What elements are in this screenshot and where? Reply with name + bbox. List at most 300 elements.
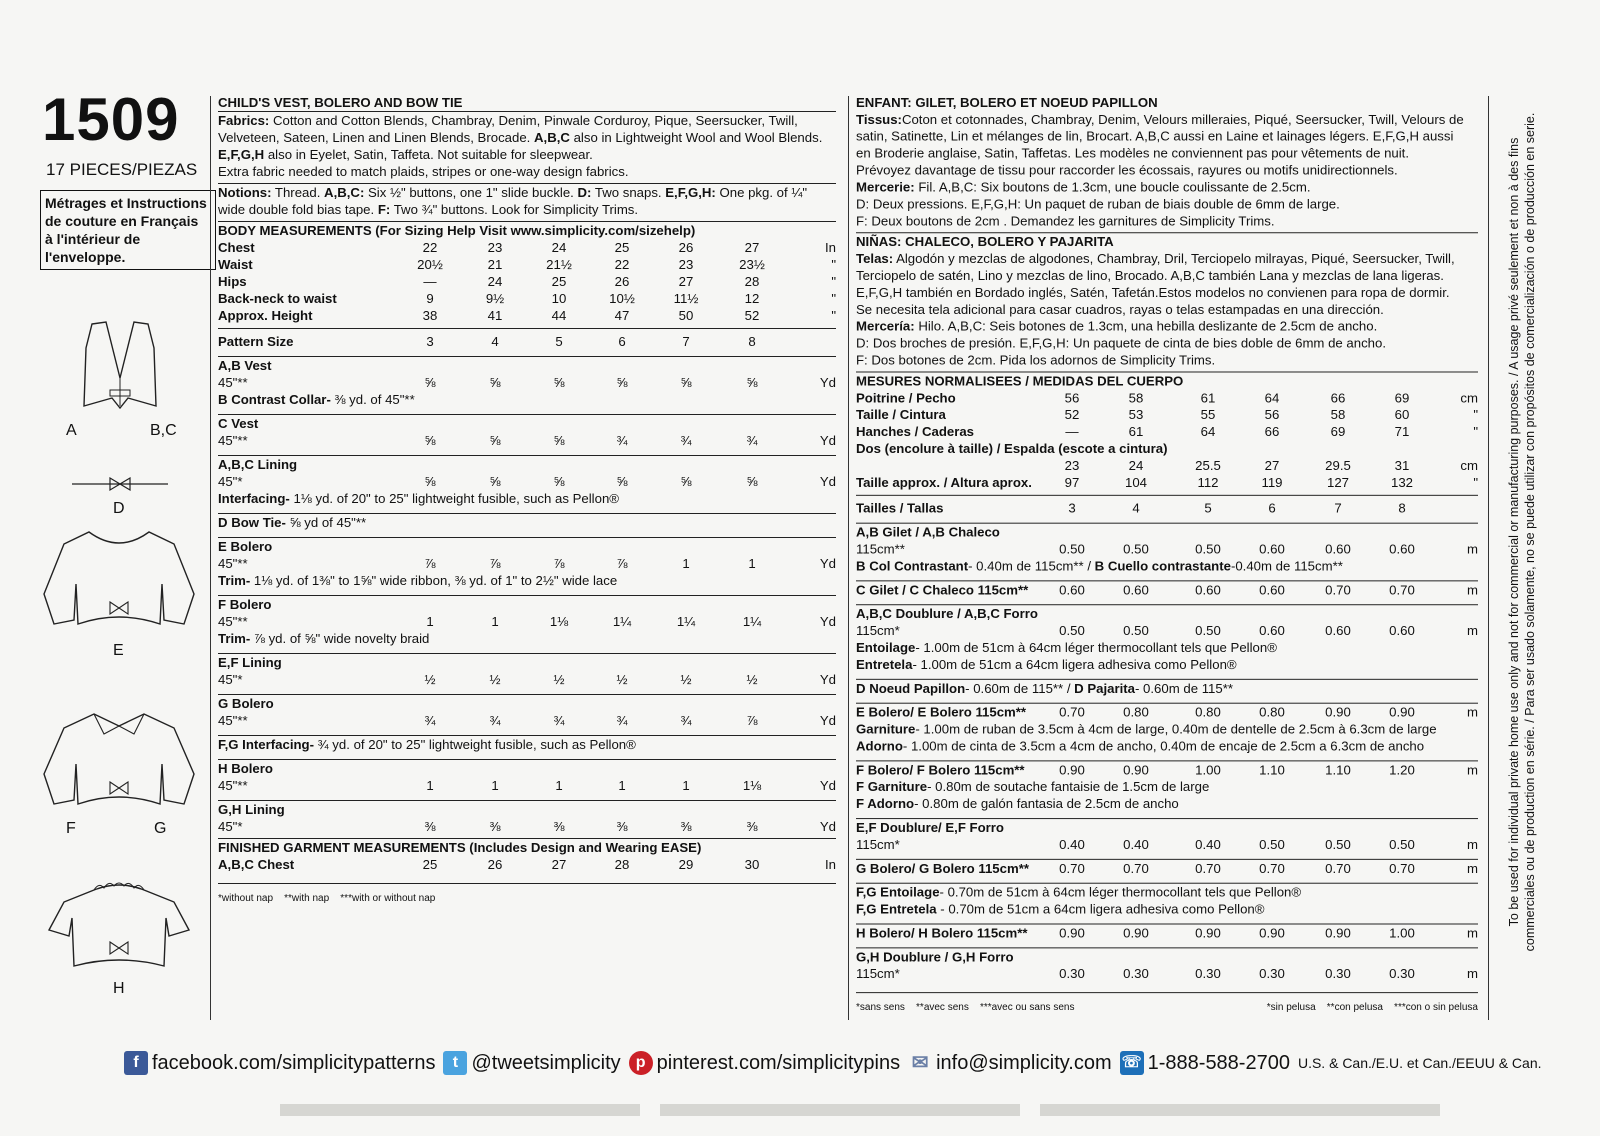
fr-body-row	[856, 406, 1478, 423]
size-value: 1	[748, 556, 756, 571]
bottom-strip	[660, 1104, 1020, 1116]
section-title: G,H Lining	[218, 802, 285, 817]
note-label: B Col Contrastant	[856, 558, 969, 574]
unit: Yd	[819, 778, 836, 793]
size-value: 0.50	[1325, 836, 1351, 852]
size-value: 64	[1200, 424, 1216, 440]
fr-footnote: *sans sens **avec sens ***avec ou sans sens	[856, 1002, 1075, 1014]
unit: "	[831, 308, 836, 323]
pinterest-link[interactable]: pinterest.com/simplicitypins	[656, 1051, 901, 1074]
size-value: 112	[1197, 474, 1219, 490]
size-value: 5	[1204, 500, 1212, 516]
unit: m	[1467, 836, 1478, 852]
size-value: 1⅛	[549, 614, 569, 629]
yardage-section	[218, 352, 836, 408]
fabrics-paragraph	[218, 112, 836, 180]
bolero-fg-sketch-icon	[34, 704, 204, 820]
size-value: 0.80	[1195, 704, 1221, 720]
section-note	[856, 680, 1478, 697]
size-value: 1	[491, 614, 499, 629]
section-note	[218, 490, 836, 507]
size-value: 0.90	[1059, 925, 1085, 941]
note-text: - 1.00m de 51cm a 64cm ligera adhesiva como Pellon®	[912, 656, 1237, 672]
size-value: 0.60	[1123, 582, 1149, 598]
row-label: A,B,C Chest	[218, 857, 295, 872]
merceria-line: Hilo. A,B,C: Seis botones de 1.3cm, una hebilla deslizante de 2.5cm de ancho.	[918, 318, 1378, 334]
note-label: Adorno	[856, 738, 903, 754]
size-value: 104	[1124, 474, 1147, 490]
size-value: ⅝	[553, 474, 565, 489]
size-value: 1	[491, 778, 499, 793]
unit: In	[825, 240, 836, 255]
size-value: 0.60	[1259, 623, 1285, 639]
section-note	[856, 738, 1478, 755]
note-label: F,G Interfacing-	[218, 737, 314, 752]
size-value: 0.60	[1389, 623, 1415, 639]
spanish-title: NIÑAS: CHALECO, BOLERO Y PAJARITA	[856, 234, 1114, 250]
size-value: 60	[1394, 407, 1410, 423]
row-label: C Gilet / C Chaleco 115cm**	[856, 582, 1029, 598]
divider-left	[210, 96, 211, 1020]
french-note-line: l'enveloppe.	[45, 249, 126, 265]
sketch-label-h: H	[113, 980, 125, 997]
note-text: 1⅛ yd. of 1⅜" to 1⅝" wide ribbon, ⅜ yd. of 1" to 2½" wide lace	[250, 573, 618, 588]
note-label: Entoilage	[856, 640, 916, 655]
unit: "	[831, 274, 836, 289]
fr-yardage-section	[856, 879, 1478, 918]
size-value: 0.50	[1123, 541, 1149, 557]
size-value: 0.90	[1325, 704, 1351, 720]
size-value: ⅝	[489, 375, 501, 390]
yardage-row	[218, 432, 836, 449]
body-row	[218, 256, 836, 273]
row-label: 45"*	[218, 819, 243, 834]
size-value: ¾	[424, 713, 436, 728]
note-text: ⅜ yd. of 45"**	[330, 392, 415, 407]
fabrics-view: A,B,C	[534, 130, 570, 145]
section-note	[856, 557, 1478, 574]
note-text: - 0.60m de 115** /	[965, 680, 1075, 696]
size-value: ⅝	[424, 433, 436, 448]
note-label: D Bow Tie-	[218, 515, 286, 530]
size-value: 20½	[417, 257, 443, 272]
sketch-label-g: G	[154, 820, 167, 837]
email-link[interactable]: info@simplicity.com	[936, 1051, 1112, 1074]
notions-text: One pkg. of ¼" wide double fold bias tape.	[218, 185, 808, 217]
size-value: 132	[1390, 474, 1413, 490]
vest-sketch-icon	[70, 318, 170, 418]
section-title: E,F Doublure/ E,F Forro	[856, 820, 1004, 835]
size-value: ½	[680, 672, 692, 687]
size-value: ¾	[616, 433, 628, 448]
row-label: 45"**	[218, 614, 248, 629]
size-value: 0.70	[1195, 860, 1221, 876]
row-label: Taille / Cintura	[856, 407, 946, 423]
row-label: 45"*	[218, 672, 243, 687]
size-value: 6	[1268, 500, 1276, 516]
size-value: 0.90	[1325, 925, 1351, 941]
fabrics-text: Cotton and Cotton Blends, Chambray, Denim, Pinwale Corduroy, Pique, Seersucker,	[272, 113, 766, 128]
yardage-section	[218, 755, 836, 794]
size-value: 0.40	[1123, 836, 1149, 852]
unit: In	[825, 857, 836, 872]
size-value: 23	[487, 240, 503, 255]
french-note-line: de couture en Français	[45, 213, 199, 229]
size-value: 12	[744, 291, 760, 306]
french-note-line: à l'intérieur de	[45, 231, 141, 247]
row-label: G Bolero/ G Bolero 115cm**	[856, 860, 1029, 876]
size-value: ⅞	[616, 556, 628, 571]
tissus-line: Prévoyez davantage de tissu pour raccorder les écossais, rayures ou motifs unidirectionnels.	[856, 162, 1398, 178]
fabrics-label: Fabrics:	[218, 113, 270, 128]
row-label: 45"**	[218, 433, 248, 448]
fr-yardage-section	[856, 699, 1478, 755]
size-value: 0.50	[1259, 836, 1285, 852]
note-label: F,G Entretela	[856, 901, 937, 917]
english-column	[218, 94, 836, 907]
note-label: F,G Entoilage	[856, 884, 940, 900]
row-label: 115cm*	[856, 966, 900, 982]
notions-label: Notions:	[218, 185, 272, 200]
size-value: 31	[1394, 458, 1410, 473]
notions-view: D:	[577, 185, 592, 200]
unit: "	[831, 257, 836, 272]
notions-view: F:	[377, 202, 391, 217]
unit: m	[1467, 623, 1478, 639]
size-value: ⅝	[553, 375, 565, 390]
size-value: ⅞	[553, 556, 565, 571]
size-value: ¾	[680, 713, 692, 728]
pieces-count: 17 PIECES/PIEZAS	[46, 160, 198, 179]
unit: "	[1473, 424, 1478, 440]
size-value: 9½	[485, 291, 505, 306]
row-label: Hanches / Caderas	[856, 424, 975, 440]
size-value: ½	[616, 672, 628, 687]
unit: Yd	[819, 672, 836, 687]
private-use-notice	[1506, 92, 1538, 972]
size-value: 119	[1261, 474, 1283, 490]
size-value: 23	[678, 257, 694, 272]
size-value: ⅝	[489, 433, 501, 448]
notions-paragraph	[218, 184, 836, 218]
merceria-line: F: Dos botones de 2cm. Pida los adornos de Simplicity Trims.	[856, 352, 1216, 368]
size-value: 1¼	[676, 614, 696, 629]
notions-view: E,F,G,H:	[665, 185, 716, 200]
section-note	[218, 391, 836, 408]
fr-yardage-section	[856, 675, 1478, 697]
yardage-row	[218, 555, 836, 572]
size-value: ¾	[680, 433, 692, 448]
unit: Yd	[819, 713, 836, 728]
size-value: 26	[614, 274, 630, 289]
size-value: 0.50	[1123, 623, 1149, 639]
size-value: 0.50	[1389, 836, 1415, 852]
section-title: A,B,C Lining	[218, 457, 298, 472]
size-value: 25.5	[1195, 458, 1221, 473]
tissus-label: Tissus:	[856, 111, 902, 127]
telas-line: Algodón y mezclas de algodones, Chambray, Dril, Terciopelo milrayas, Piqué, Seersucker, Twill,	[896, 251, 1455, 267]
unit: m	[1467, 704, 1478, 720]
size-value: 8	[1398, 500, 1406, 516]
unit: "	[1473, 474, 1478, 490]
fr-back-row	[856, 440, 1478, 457]
section-title: A,B Gilet / A,B Chaleco	[856, 524, 1000, 540]
size-value: 0.70	[1389, 582, 1415, 598]
note-text: ¾ yd. of 20" to 25" lightweight fusible, such as Pellon®	[313, 737, 636, 752]
row-label: Pattern Size	[218, 334, 294, 349]
size-row	[218, 333, 836, 350]
fabrics-text: Wool Blends.	[744, 130, 823, 145]
tissus-paragraph	[856, 111, 1478, 179]
size-value: 0.60	[1325, 541, 1351, 557]
size-value: 50	[678, 308, 694, 323]
size-value: 21	[487, 257, 503, 272]
bow-tie-sketch-icon	[70, 472, 170, 496]
size-value: 28	[744, 274, 760, 289]
size-value: 1.20	[1389, 762, 1415, 778]
divider-right	[1488, 96, 1489, 1020]
row-label: Hips	[218, 274, 247, 289]
size-value: ⅞	[746, 713, 758, 728]
size-value: 1	[426, 614, 434, 629]
pinterest-icon: p	[629, 1051, 653, 1075]
fr-body-heading: MESURES NORMALISEES / MEDIDAS DEL CUERPO	[856, 373, 1184, 389]
size-value: ⅜	[680, 819, 692, 834]
size-value: ⅝	[680, 375, 692, 390]
fr-yardage-row	[856, 965, 1478, 982]
size-value: ⅜	[424, 819, 436, 834]
size-value: 0.70	[1059, 860, 1085, 876]
yardage-sections	[218, 352, 836, 835]
note-label: D Noeud Papillon	[856, 680, 966, 696]
unit: cm	[1460, 390, 1478, 406]
size-value: 0.30	[1259, 966, 1285, 982]
english-footnote: *without nap **with nap ***with or without nap	[218, 893, 436, 904]
note-label: D Pajarita	[1074, 680, 1135, 696]
section-note	[856, 639, 1478, 656]
yardage-row	[218, 777, 836, 794]
size-value: ½	[746, 672, 758, 687]
row-label: 45"**	[218, 713, 248, 728]
size-value: 0.90	[1195, 925, 1221, 941]
facebook-link[interactable]: facebook.com/simplicitypatterns	[152, 1051, 436, 1074]
yardage-section	[218, 533, 836, 589]
size-value: 52	[744, 308, 760, 323]
size-value: 1¼	[612, 614, 632, 629]
note-text: - 0.70m de 51cm a 64cm ligera adhesiva como Pellon®	[936, 901, 1265, 917]
size-value: 4	[491, 334, 499, 349]
note-text: -0.40m de 115cm**	[1230, 558, 1343, 574]
note-label: F Adorno	[856, 796, 915, 812]
fabrics-text: Twill, Velveteen, Sateen, Linen and Linen Blends, Brocade.	[218, 113, 798, 145]
section-title: A,B,C Doublure / A,B,C Forro	[856, 606, 1038, 622]
french-spanish-column	[856, 94, 1478, 1013]
notice-line: To be used for individual private home use only and not for commercial or manufacturing purposes. / A usage privé seulement et non à des fins	[1507, 137, 1521, 927]
size-value: ⅝	[424, 474, 436, 489]
bottom-strip	[1040, 1104, 1440, 1116]
section-note	[218, 572, 836, 589]
size-value: 25	[614, 240, 630, 255]
unit: Yd	[819, 614, 836, 629]
unit: Yd	[819, 375, 836, 390]
size-value: ⅝	[616, 474, 628, 489]
size-value: ¾	[616, 713, 628, 728]
note-text: - 1.00m de ruban de 3.5cm à 4cm de large, 0.40m de dentelle de 2.5cm à 6.3cm de large	[915, 721, 1437, 737]
unit: cm	[1460, 458, 1478, 473]
size-value: 7	[1334, 500, 1342, 516]
unit: "	[1473, 407, 1478, 423]
size-value: 0.60	[1059, 582, 1085, 598]
row-label: Tailles / Tallas	[856, 500, 944, 516]
bolero-e-sketch-icon	[34, 524, 204, 640]
fr-body-measurements-table	[856, 389, 1478, 440]
size-value: 0.90	[1259, 925, 1285, 941]
size-value: ½	[424, 672, 436, 687]
merceria-line: D: Dos broches de presión. E,F,G,H: Un paquete de cinta de bies doble de 6mm de ancho.	[856, 335, 1387, 351]
size-value: 27	[744, 240, 760, 255]
sketch-label-f: F	[66, 820, 76, 837]
fr-back-values	[856, 457, 1478, 474]
note-label: B Contrast Collar-	[218, 392, 331, 407]
fr-yardage-section	[856, 600, 1478, 673]
size-value: 127	[1326, 474, 1349, 490]
yardage-section	[218, 649, 836, 688]
size-value: 1.10	[1325, 762, 1351, 778]
size-value: ⅝	[616, 375, 628, 390]
bolero-h-sketch-icon	[44, 880, 194, 980]
size-value: 0.70	[1123, 860, 1149, 876]
size-value: 61	[1128, 424, 1144, 440]
unit: Yd	[819, 556, 836, 571]
size-value: ¾	[553, 713, 565, 728]
row-label: Chest	[218, 240, 255, 255]
size-value: —	[423, 274, 437, 289]
tissus-line: Coton et cotonnades, Chambray, Denim, Velours milleraies, Piqué, Seersucker, Twill, Velours de	[901, 111, 1464, 127]
note-text: - 1.00m de cinta de 3.5cm a 4cm de ancho, 0.40m de encaje de 2.5cm a 6.3cm de ancho	[902, 738, 1425, 754]
size-value: 7	[682, 334, 690, 349]
yardage-section	[218, 731, 836, 753]
yardage-row	[218, 374, 836, 391]
finished-row	[218, 856, 836, 873]
fabrics-text: also in Lightweight Wool and	[573, 130, 742, 145]
size-value: 9	[426, 291, 434, 306]
french-title: ENFANT: GILET, BOLERO ET NOEUD PAPILLON	[856, 94, 1158, 110]
fr-back-values-row	[856, 457, 1478, 474]
size-value: ½	[489, 672, 501, 687]
section-title: C Vest	[218, 416, 259, 431]
size-value: 69	[1330, 424, 1346, 440]
size-value: 0.50	[1195, 541, 1221, 557]
size-value: 1	[682, 778, 690, 793]
size-value: 25	[551, 274, 567, 289]
size-value: 22	[422, 240, 438, 255]
unit: Yd	[819, 474, 836, 489]
note-text: ⅞ yd. of ⅝" wide novelty braid	[250, 631, 430, 646]
row-label: Waist	[218, 257, 253, 272]
body-measurements-table	[218, 239, 836, 324]
row-label: 45"**	[218, 375, 248, 390]
yardage-row	[218, 473, 836, 490]
note-text: ⅝ yd of 45"**	[285, 515, 367, 530]
yardage-section	[218, 591, 836, 647]
size-value: ⅝	[746, 474, 758, 489]
notions-text: Six ½" buttons, one 1" slide buckle.	[368, 185, 574, 200]
fr-yardage-row	[856, 704, 1478, 721]
french-note-line: Métrages et Instructions	[45, 195, 207, 211]
section-title: E Bolero	[218, 539, 273, 554]
fr-yardage-section	[856, 756, 1478, 812]
facebook-icon: f	[124, 1051, 148, 1075]
twitter-link[interactable]: @tweetsimplicity	[471, 1051, 621, 1074]
size-value: 66	[1264, 424, 1280, 440]
fr-body-row	[856, 423, 1478, 440]
body-measurements-heading: BODY MEASUREMENTS (For Sizing Help Visit www.simplicity.com/sizehelp)	[218, 223, 696, 238]
yardage-row	[218, 818, 836, 835]
size-value: 0.50	[1195, 623, 1221, 639]
fr-yardage-section	[856, 576, 1478, 598]
size-value: ⅝	[424, 375, 436, 390]
size-value: 69	[1394, 390, 1410, 406]
note-label: Trim-	[218, 631, 251, 646]
mercerie-paragraph	[856, 179, 1478, 230]
size-value: 27	[678, 274, 694, 289]
note-text: - 0.70m de 51cm à 64cm léger thermocollant tels que Pellon®	[939, 884, 1302, 900]
telas-label: Telas:	[856, 251, 894, 267]
contact-bar	[124, 1046, 1542, 1080]
size-value: 26	[487, 857, 503, 872]
unit: m	[1467, 925, 1478, 941]
size-value: 0.90	[1123, 762, 1149, 778]
section-note	[218, 736, 836, 753]
row-label: Taille approx. / Altura aprox.	[856, 474, 1032, 490]
size-value: 1.10	[1259, 762, 1285, 778]
note-label: Entretela	[856, 656, 913, 672]
size-value: 0.50	[1059, 623, 1085, 639]
size-value: 0.90	[1123, 925, 1149, 941]
section-title: G,H Doublure / G,H Forro	[856, 949, 1014, 965]
size-value: 29.5	[1325, 458, 1351, 473]
size-value: 25	[422, 857, 438, 872]
pattern-size-row	[218, 331, 836, 350]
yardage-section	[218, 509, 836, 531]
fr-footnotes	[856, 999, 1478, 1013]
size-value: 0.70	[1389, 860, 1415, 876]
size-value: 0.70	[1059, 704, 1085, 720]
fr-height-row	[856, 474, 1478, 491]
size-value: ⅝	[680, 474, 692, 489]
fr-yardage-section	[856, 943, 1478, 982]
merceria-label: Mercería:	[856, 318, 915, 334]
size-value: 26	[678, 240, 694, 255]
size-value: 24	[551, 240, 567, 255]
unit: Yd	[819, 819, 836, 834]
envelope-icon: ✉	[911, 1052, 929, 1074]
size-value: 0.70	[1259, 860, 1285, 876]
size-value: 53	[1128, 407, 1144, 423]
size-value: ⅜	[553, 819, 565, 834]
phone-region: U.S. & Can./E.U. et Can./EEUU & Can.	[1297, 1055, 1542, 1071]
unit: m	[1467, 966, 1478, 982]
size-value: 55	[1200, 407, 1216, 423]
yardage-section	[218, 410, 836, 449]
size-value: 3	[426, 334, 434, 349]
fr-yardage-row	[856, 541, 1478, 558]
unit: Yd	[819, 433, 836, 448]
merceria-paragraph	[856, 318, 1478, 369]
row-label: Back-neck to waist	[218, 291, 337, 306]
english-title: CHILD'S VEST, BOLERO AND BOW TIE	[218, 95, 463, 110]
size-value: ⅞	[424, 556, 436, 571]
